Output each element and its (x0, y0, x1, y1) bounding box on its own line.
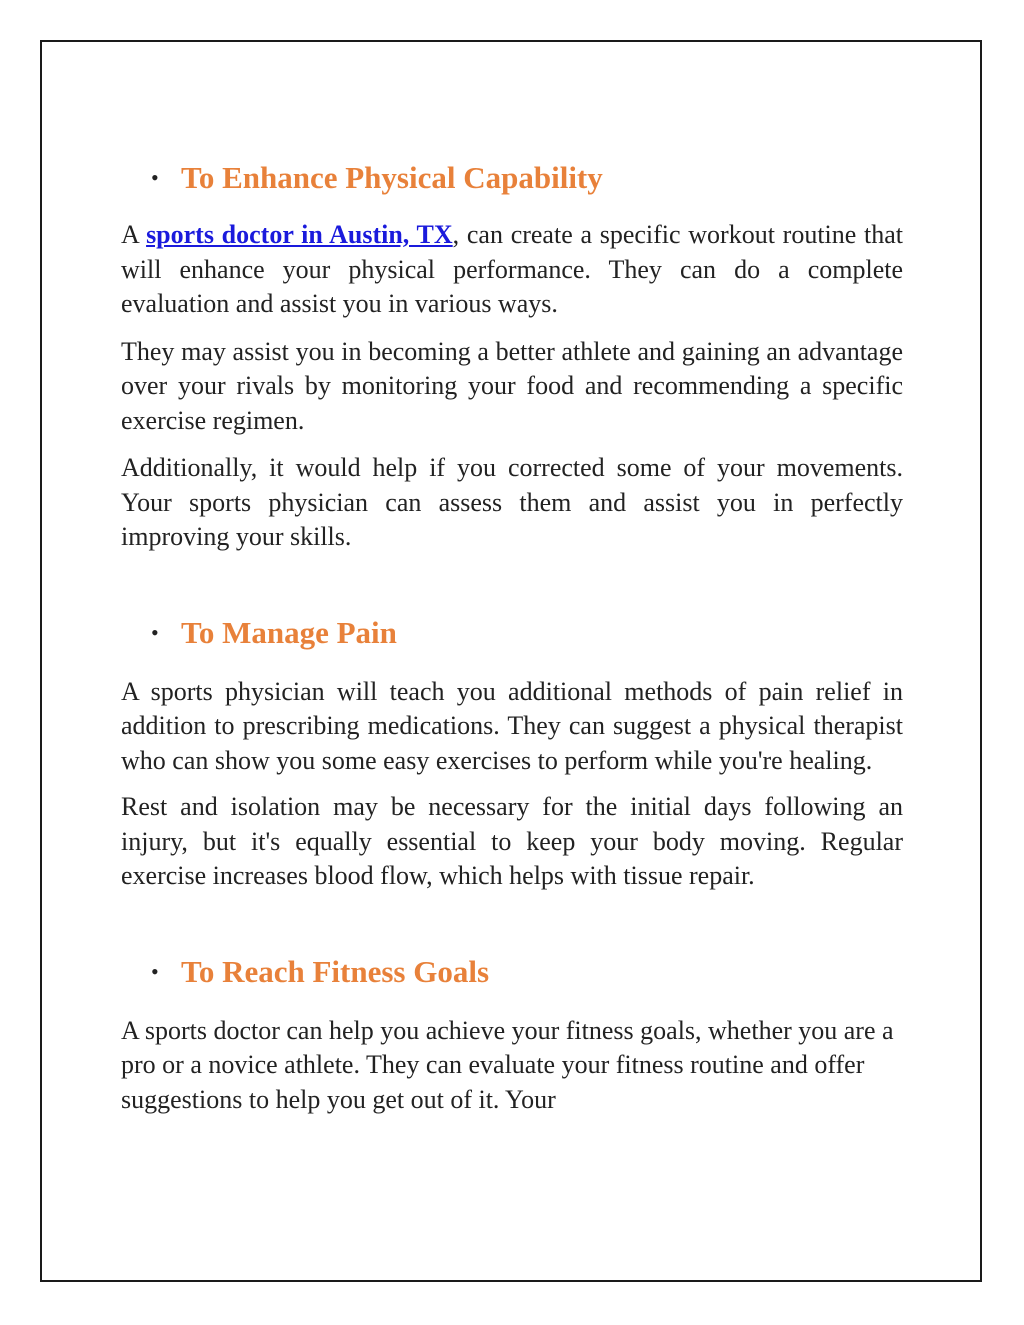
paragraph: A sports doctor can help you achieve your fitness goals, whether you are a pro or a novice athlete. They can evaluate your fitness routine and offer suggestions to help you get out of it. Your (121, 1015, 894, 1114)
paragraph-text: , can create a specific workout routine that will enhance your physical performance. They can do a complete evaluation and assist you in various ways. (121, 220, 904, 318)
paragraph: Additionally, it would help if you corrected some of your movements. Your sports physician can assess them and assist you in perfectly improving your skills. (121, 453, 903, 551)
section-reach-fitness-goals (121, 952, 903, 1118)
section-enhance-physical-capability (121, 158, 903, 555)
paragraph: Rest and isolation may be necessary for the initial days following an injury, but it's equally essential to keep your body moving. Regular exercise increases blood flow, which helps with tissue repair. (121, 792, 903, 890)
bullet-icon: • (151, 619, 159, 645)
section-manage-pain (121, 613, 903, 894)
bullet-icon: • (151, 165, 159, 190)
bullet-icon: • (151, 958, 159, 984)
section-heading: To Reach Fitness Goals (181, 953, 490, 989)
sports-doctor-link[interactable]: sports doctor in Austin, TX (146, 220, 453, 249)
paragraph-text: A (121, 220, 147, 249)
paragraph: A sports physician will teach you additional methods of pain relief in addition to prescribing medications. They can suggest a physical therapist who can show you some easy exercises to perform while you're healing. (121, 676, 903, 775)
heading-row (121, 952, 903, 992)
heading-row (121, 613, 903, 653)
section-heading: To Enhance Physical Capability (181, 160, 603, 195)
section-heading: To Manage Pain (181, 614, 397, 650)
paragraph (121, 218, 903, 322)
document-content (121, 158, 903, 1117)
paragraph: They may assist you in becoming a better athlete and gaining an advantage over your rivals by monitoring your food and recommending a specific exercise regimen. (121, 336, 903, 435)
heading-row (121, 158, 903, 198)
